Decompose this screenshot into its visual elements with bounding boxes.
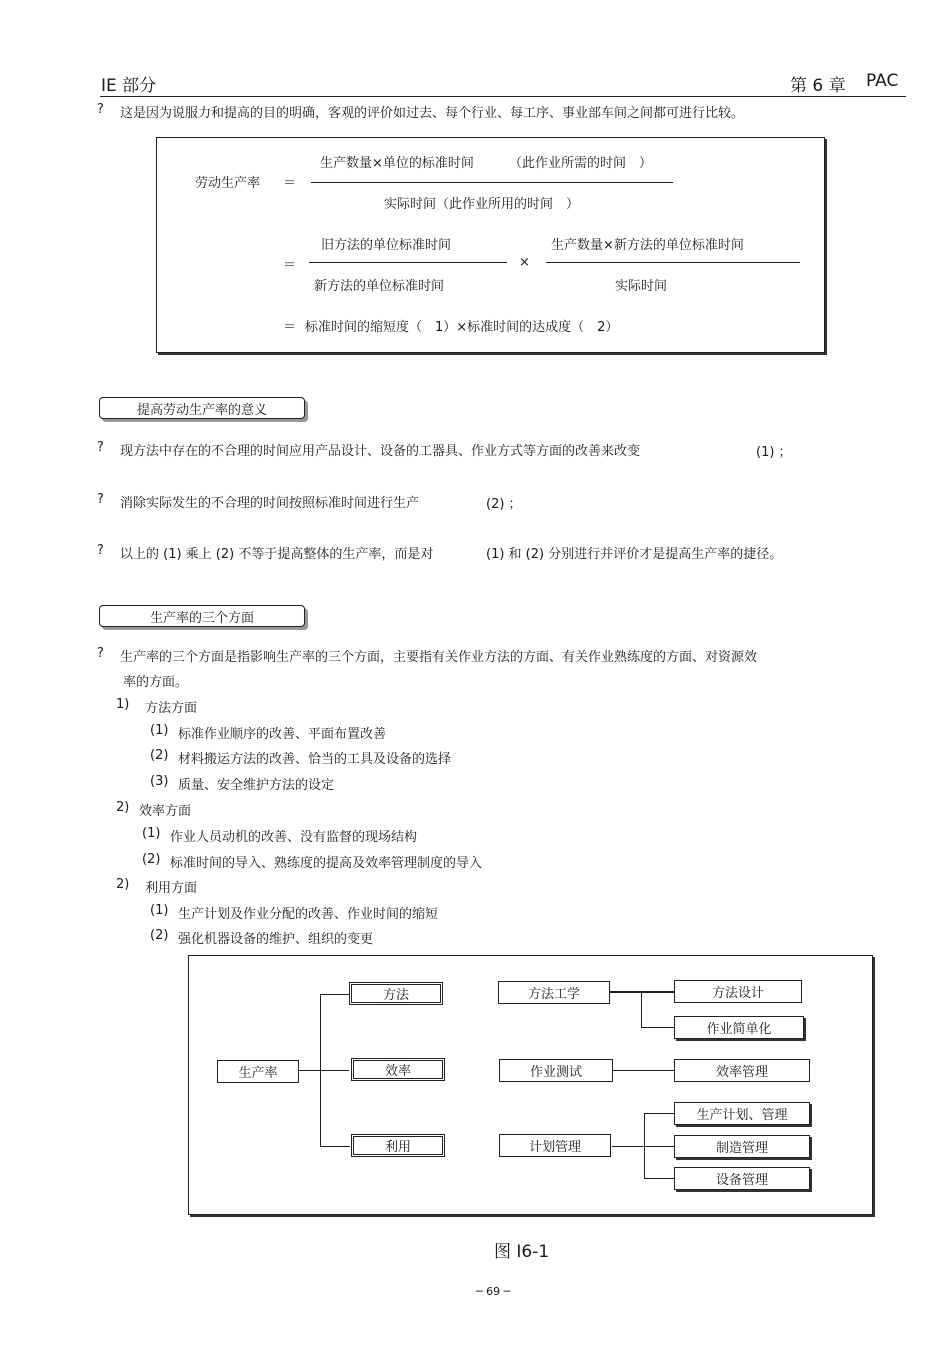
- group-1-num: 1): [116, 697, 130, 712]
- header-chapter: 第 6 章: [790, 76, 846, 96]
- s1-item-1: 现方法中存在的不合理的时间应用产品设计、设备的工器具、作业方式等方面的改善来改变: [120, 444, 641, 459]
- node-efficiency-management: 效率管理: [674, 1059, 810, 1082]
- node-manufacturing-management: 制造管理: [674, 1135, 810, 1158]
- node-productivity: 生产率: [217, 1060, 299, 1083]
- s1-item-2: 消除实际发生的不合理的时间按照标准时间进行生产: [120, 496, 420, 511]
- group-2-item-2-num: (2): [142, 852, 161, 867]
- node-method: 方法: [349, 982, 443, 1005]
- group-1-item-2-num: (2): [150, 748, 169, 763]
- formula-num2b: 生产数量×新方法的单位标准时间: [551, 238, 744, 253]
- header-left: IE 部分: [101, 76, 157, 96]
- formula-den2a: 新方法的单位标准时间: [314, 279, 445, 294]
- page-number: ─ 69 ─: [476, 1285, 511, 1298]
- connector: [612, 1146, 644, 1147]
- formula-num1-note: （此作业所需的时间 ）: [509, 156, 653, 171]
- fraction-bar-2b: [546, 262, 800, 263]
- connector: [320, 994, 350, 995]
- header-right: PAC: [866, 71, 899, 91]
- group-2-num: 2): [116, 800, 130, 815]
- fraction-bar-1: [311, 182, 673, 183]
- connector: [641, 992, 642, 1027]
- group-3-num: 2): [116, 877, 130, 892]
- node-work-simplification: 作业简单化: [674, 1016, 804, 1039]
- s1-item-1-tail: (1) ；: [756, 445, 792, 460]
- s1-item-3-tail: (1) 和 (2) 分别进行并评价才是提高生产率的捷径。: [486, 547, 783, 562]
- group-1-item-1-num: (1): [150, 723, 169, 738]
- s2-bullet: ?: [97, 646, 104, 661]
- formula-eq-3: ＝: [283, 320, 297, 335]
- group-1-title: 方法方面: [145, 701, 198, 716]
- connector: [320, 994, 321, 1146]
- s1-item-2-tail: (2) ；: [486, 497, 522, 512]
- connector: [297, 1070, 349, 1071]
- group-3-title: 利用方面: [145, 881, 198, 896]
- node-planning-management: 计划管理: [499, 1134, 611, 1157]
- group-2-title: 效率方面: [139, 804, 192, 819]
- intro-bullet: ?: [97, 102, 104, 117]
- formula-num2a: 旧方法的单位标准时间: [321, 238, 452, 253]
- section-title-significance: 提高劳动生产率的意义: [99, 397, 305, 419]
- group-1-item-3: 质量、安全维护方法的设定: [178, 778, 335, 793]
- s1-bullet-3: ?: [97, 543, 104, 558]
- group-3-item-1-num: (1): [150, 903, 169, 918]
- connector: [644, 1113, 674, 1114]
- node-equipment-management: 设备管理: [674, 1167, 810, 1190]
- node-method-engineering: 方法工学: [498, 981, 610, 1004]
- s1-bullet-2: ?: [97, 492, 104, 507]
- productivity-diagram: [188, 955, 873, 1215]
- formula-num1: 生产数量×单位的标准时间: [320, 156, 474, 171]
- formula-eq-1: ＝: [283, 176, 297, 191]
- group-3-item-2: 强化机器设备的维护、组织的变更: [178, 932, 374, 947]
- node-utilization: 利用: [351, 1134, 445, 1157]
- section-title-three-aspects: 生产率的三个方面: [99, 605, 305, 627]
- group-2-item-1-num: (1): [142, 826, 161, 841]
- group-1-item-1: 标准作业顺序的改善、平面布置改善: [178, 727, 387, 742]
- connector: [641, 1027, 674, 1028]
- formula-lhs: 劳动生产率: [195, 176, 261, 191]
- s2-intro-line2: 率的方面。: [123, 675, 189, 690]
- formula-line3: 标准时间的缩短度（ 1）×标准时间的达成度（ 2）: [305, 320, 619, 335]
- group-1-item-2: 材料搬运方法的改善、恰当的工具及设备的选择: [178, 752, 452, 767]
- formula-times: ×: [519, 255, 530, 270]
- intro-text: 这是因为说服力和提高的目的明确，客观的评价如过去、每个行业、每工序、事业部车间之间都可进行比较。: [120, 106, 745, 121]
- group-2-item-2: 标准时间的导入、熟练度的提高及效率管理制度的导入: [170, 856, 483, 871]
- connector: [644, 1178, 674, 1179]
- group-3-item-2-num: (2): [150, 928, 169, 943]
- formula-eq-2: ＝: [283, 258, 297, 273]
- s1-item-3: 以上的 (1) 乘上 (2) 不等于提高整体的生产率，而是对: [120, 547, 434, 562]
- header-rule: [100, 96, 906, 97]
- formula-den1: 实际时间（此作业所用的时间 ）: [384, 197, 580, 212]
- group-1-item-3-num: (3): [150, 774, 169, 789]
- node-efficiency: 效率: [351, 1058, 445, 1081]
- formula-den2b: 实际时间: [615, 279, 668, 294]
- figure-caption: 图 I6-1: [494, 1242, 550, 1262]
- node-method-design: 方法设计: [674, 980, 802, 1003]
- group-2-item-1: 作业人员动机的改善、没有监督的现场结构: [170, 830, 418, 845]
- s2-intro-line1: 生产率的三个方面是指影响生产率的三个方面，主要指有关作业方法的方面、有关作业熟练度的方面、对资源效: [120, 650, 758, 665]
- s1-bullet-1: ?: [97, 440, 104, 455]
- node-work-measurement: 作业测试: [499, 1059, 613, 1082]
- fraction-bar-2a: [309, 262, 507, 263]
- connector: [644, 1146, 674, 1147]
- formula-box: [156, 137, 825, 353]
- connector: [610, 991, 674, 993]
- connector: [320, 1146, 350, 1147]
- connector: [613, 1070, 674, 1071]
- group-3-item-1: 生产计划及作业分配的改善、作业时间的缩短: [178, 907, 439, 922]
- node-production-planning: 生产计划、管理: [674, 1102, 810, 1125]
